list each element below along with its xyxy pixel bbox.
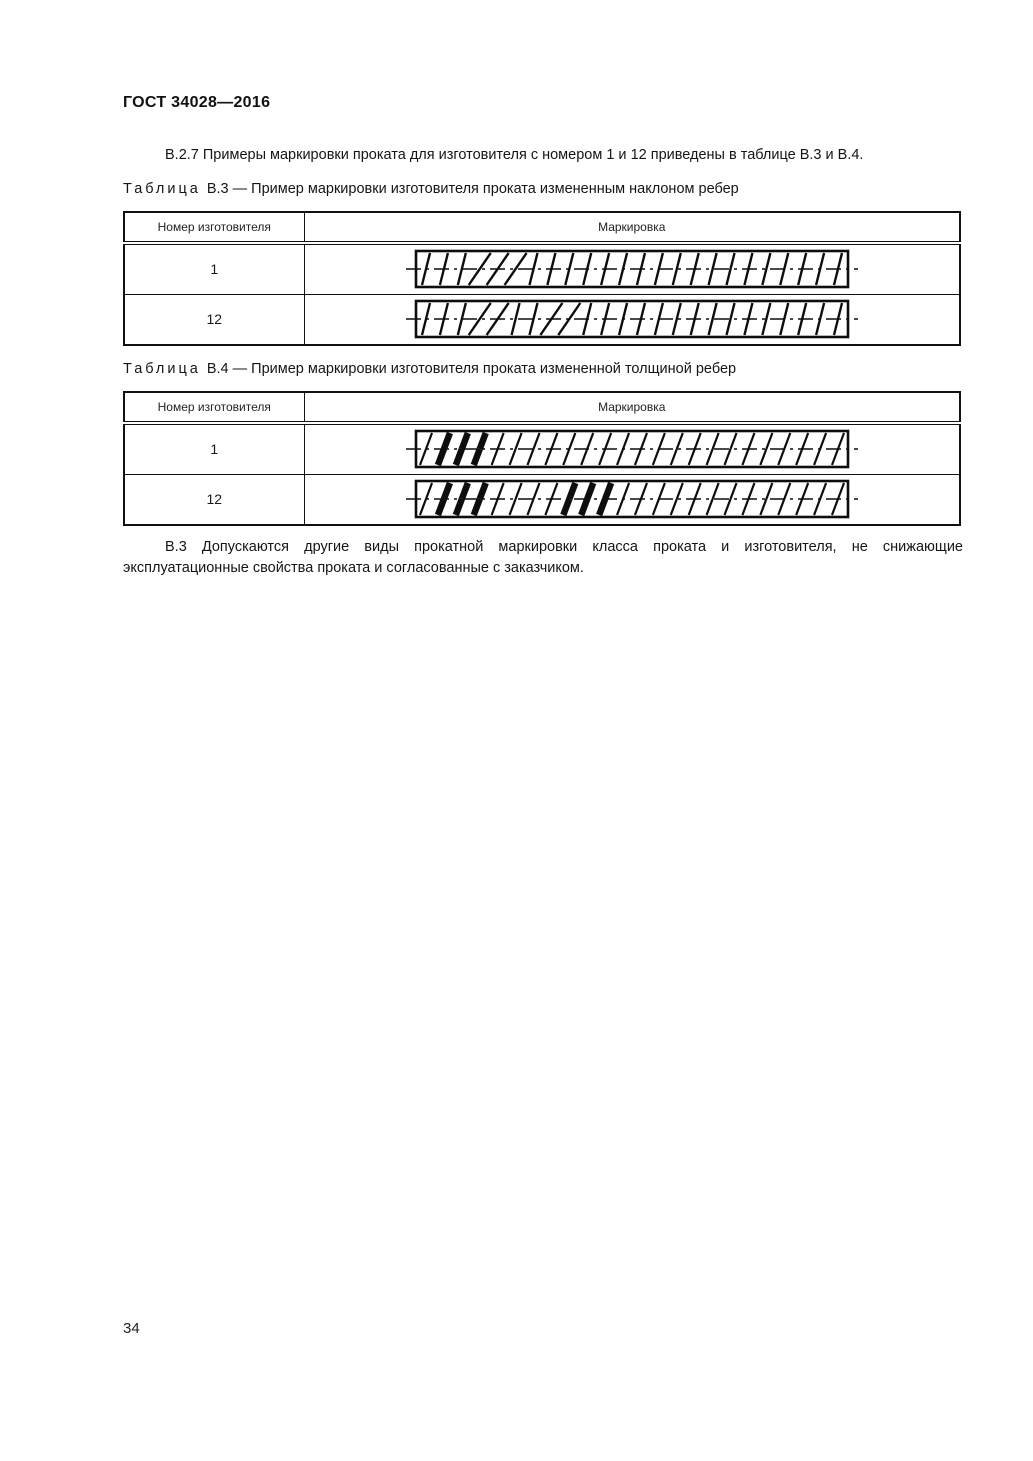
table-b4-caption-number: В.4 (206, 361, 229, 377)
rebar-marking-image (406, 296, 858, 342)
table-b3-caption-text: — Пример маркировки изготовителя проката измененным наклоном ребер (232, 181, 739, 197)
marking-cell (304, 423, 960, 474)
paragraph-b3: В.3 Допускаются другие виды прокатной маркировки класса проката и изготовителя, не снижающие эксплуатационные свойства проката и согласованные с заказчиком. (123, 539, 963, 577)
table-row (124, 294, 960, 345)
table-b3-caption-word: Таблица (123, 181, 201, 197)
document-title: ГОСТ 34028—2016 (123, 94, 271, 111)
table-row (124, 243, 960, 294)
table-row (124, 423, 960, 474)
rebar-marking-image (406, 426, 858, 472)
table-header-row (124, 212, 960, 243)
column-header-marking: Маркировка (304, 212, 960, 243)
marking-cell (304, 243, 960, 294)
table-row (124, 474, 960, 525)
page-number: 34 (123, 1320, 140, 1337)
column-header-manufacturer-number: Номер изготовителя (124, 392, 304, 423)
table-b3 (123, 211, 961, 346)
manufacturer-number-cell: 12 (124, 294, 304, 345)
rebar-marking-image (406, 246, 858, 292)
column-header-marking: Маркировка (304, 392, 960, 423)
rebar-marking-image (406, 476, 858, 522)
table-b3-caption (123, 181, 739, 197)
table-b4 (123, 391, 961, 526)
table-header-row (124, 392, 960, 423)
marking-cell (304, 474, 960, 525)
table-b4-caption (123, 361, 736, 377)
table-b4-caption-text: — Пример маркировки изготовителя проката измененной толщиной ребер (232, 361, 737, 377)
manufacturer-number-cell: 1 (124, 243, 304, 294)
manufacturer-number-cell: 12 (124, 474, 304, 525)
table-b4-caption-word: Таблица (123, 361, 201, 377)
table-b3-caption-number: В.3 (206, 181, 229, 197)
column-header-manufacturer-number: Номер изготовителя (124, 212, 304, 243)
manufacturer-number-cell: 1 (124, 423, 304, 474)
paragraph-b27: В.2.7 Примеры маркировки проката для изготовителя с номером 1 и 12 приведены в таблице В.3 и В.4. (165, 147, 864, 163)
marking-cell (304, 294, 960, 345)
